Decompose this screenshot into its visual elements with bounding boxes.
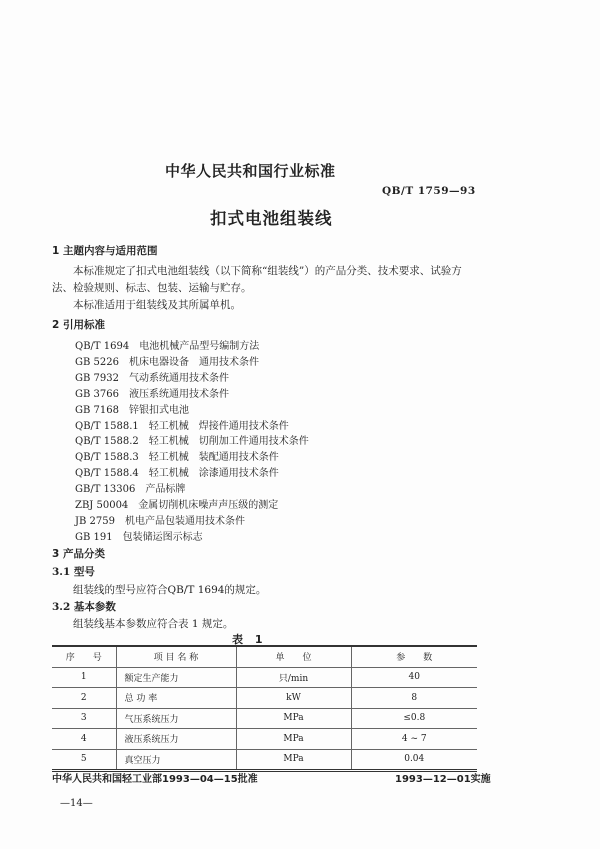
reference-number: QB/T 1588.1 bbox=[75, 420, 139, 432]
reference-number: QB/T 1588.3 bbox=[75, 452, 139, 464]
cell-unit: MPa bbox=[236, 749, 351, 771]
table-row bbox=[52, 708, 477, 729]
section-1-paragraph-1-line-2: 法、检验规则、标志、包装、运输与贮存。 bbox=[52, 282, 252, 294]
reference-subtitle: 装配通用技术条件 bbox=[198, 452, 279, 464]
reference-title: 液压系统通用技术条件 bbox=[128, 388, 229, 400]
reference-item bbox=[75, 464, 279, 479]
reference-title: 机床电器设备 bbox=[128, 356, 189, 368]
cell-seq: 1 bbox=[52, 667, 116, 688]
reference-subtitle: 焊接件通用技术条件 bbox=[198, 420, 289, 432]
reference-number: ZBJ 50004 bbox=[75, 500, 129, 511]
cell-unit: MPa bbox=[236, 729, 351, 750]
section-3-1-heading: 3.1 型号 bbox=[52, 566, 95, 578]
cell-parameter: 40 bbox=[351, 667, 477, 688]
table-1-caption: 表 1 bbox=[232, 633, 267, 646]
cell-item-name: 气压系统压力 bbox=[116, 708, 236, 729]
reference-number: GB 191 bbox=[75, 531, 113, 543]
reference-title: 金属切削机床噪声声压级的测定 bbox=[138, 500, 279, 511]
reference-title: 轻工机械 bbox=[148, 468, 189, 480]
header-item-name: 项 目 名 称 bbox=[116, 646, 236, 667]
header-unit: 单 位 bbox=[236, 646, 351, 667]
reference-title: 包装储运图示标志 bbox=[122, 531, 203, 543]
cell-parameter: 0.04 bbox=[351, 749, 477, 771]
standard-org-title: 中华人民共和国行业标准 bbox=[165, 162, 336, 180]
approval-line: 中华人民共和国轻工业部1993—04—15批准 bbox=[52, 774, 258, 785]
reference-title: 轻工机械 bbox=[148, 420, 189, 432]
reference-item bbox=[75, 480, 185, 495]
reference-item bbox=[75, 401, 189, 416]
cell-unit: MPa bbox=[236, 708, 351, 729]
reference-item bbox=[75, 369, 229, 384]
header-parameter: 参 数 bbox=[351, 646, 477, 667]
cell-item-name: 额定生产能力 bbox=[116, 667, 236, 688]
reference-item bbox=[75, 353, 259, 368]
cell-unit: kW bbox=[236, 688, 351, 709]
section-3-heading: 3 产品分类 bbox=[52, 548, 105, 560]
cell-seq: 4 bbox=[52, 729, 116, 750]
cell-unit: 只/min bbox=[236, 667, 351, 688]
header-seq: 序 号 bbox=[52, 646, 116, 667]
reference-item bbox=[75, 512, 245, 527]
reference-number: GB 3766 bbox=[75, 388, 119, 400]
cell-item-name: 总 功 率 bbox=[116, 688, 236, 709]
reference-item bbox=[75, 417, 289, 432]
table-header-row bbox=[52, 646, 477, 667]
section-3-2-text: 组装线基本参数应符合表 1 规定。 bbox=[73, 618, 234, 630]
reference-number: GB 7932 bbox=[75, 372, 119, 384]
table-row bbox=[52, 729, 477, 750]
document-title: 扣式电池组装线 bbox=[210, 209, 333, 228]
cell-seq: 5 bbox=[52, 749, 116, 771]
section-3-1-text: 组装线的型号应符合QB/T 1694的规定。 bbox=[73, 584, 267, 596]
cell-parameter: 4 ~ 7 bbox=[351, 729, 477, 750]
section-2-heading: 2 引用标准 bbox=[52, 319, 105, 331]
cell-item-name: 真空压力 bbox=[116, 749, 236, 771]
reference-title: 产品标牌 bbox=[145, 484, 186, 496]
reference-title: 机电产品包装通用技术条件 bbox=[125, 515, 245, 527]
cell-seq: 3 bbox=[52, 708, 116, 729]
reference-subtitle: 涂漆通用技术条件 bbox=[198, 468, 279, 480]
reference-number: QB/T 1694 bbox=[75, 341, 130, 352]
cell-seq: 2 bbox=[52, 688, 116, 709]
reference-title: 轻工机械 bbox=[148, 452, 189, 464]
reference-item bbox=[75, 496, 278, 511]
table-row bbox=[52, 749, 477, 771]
table-row bbox=[52, 688, 477, 709]
cell-parameter: 8 bbox=[351, 688, 477, 709]
reference-title: 轻工机械 bbox=[148, 436, 189, 448]
cell-parameter: ≤0.8 bbox=[351, 708, 477, 729]
implementation-date: 1993—12—01实施 bbox=[395, 774, 491, 785]
cell-item-name: 液压系统压力 bbox=[116, 729, 236, 750]
section-1-paragraph-1-line-1: 本标准规定了扣式电池组装线（以下简称“组装线”）的产品分类、技术要求、试验方 bbox=[73, 265, 462, 277]
reference-title: 电池机械产品型号编制方法 bbox=[139, 341, 260, 352]
section-1-paragraph-2: 本标准适用于组装线及其所属单机。 bbox=[73, 299, 241, 311]
reference-subtitle: 通用技术条件 bbox=[198, 356, 259, 368]
reference-item bbox=[75, 528, 203, 543]
section-3-2-heading: 3.2 基本参数 bbox=[52, 601, 116, 613]
table-row bbox=[52, 667, 477, 688]
reference-item bbox=[75, 432, 309, 447]
table-1-basic-parameters bbox=[52, 645, 477, 772]
reference-number: GB/T 13306 bbox=[75, 484, 136, 496]
standard-code: QB/T 1759—93 bbox=[382, 185, 476, 197]
reference-subtitle: 切削加工件通用技术条件 bbox=[198, 436, 309, 448]
reference-item bbox=[75, 448, 279, 463]
reference-title: 锌银扣式电池 bbox=[128, 404, 189, 416]
reference-number: QB/T 1588.2 bbox=[75, 436, 139, 448]
reference-item bbox=[75, 385, 229, 400]
section-1-heading: 1 主题内容与适用范围 bbox=[52, 245, 158, 257]
page-number: —14— bbox=[60, 798, 93, 809]
reference-number: QB/T 1588.4 bbox=[75, 468, 139, 480]
reference-number: GB 7168 bbox=[75, 404, 119, 416]
reference-number: JB 2759 bbox=[75, 515, 115, 527]
reference-number: GB 5226 bbox=[75, 356, 119, 368]
reference-title: 气动系统通用技术条件 bbox=[128, 372, 229, 384]
reference-item bbox=[75, 337, 259, 352]
